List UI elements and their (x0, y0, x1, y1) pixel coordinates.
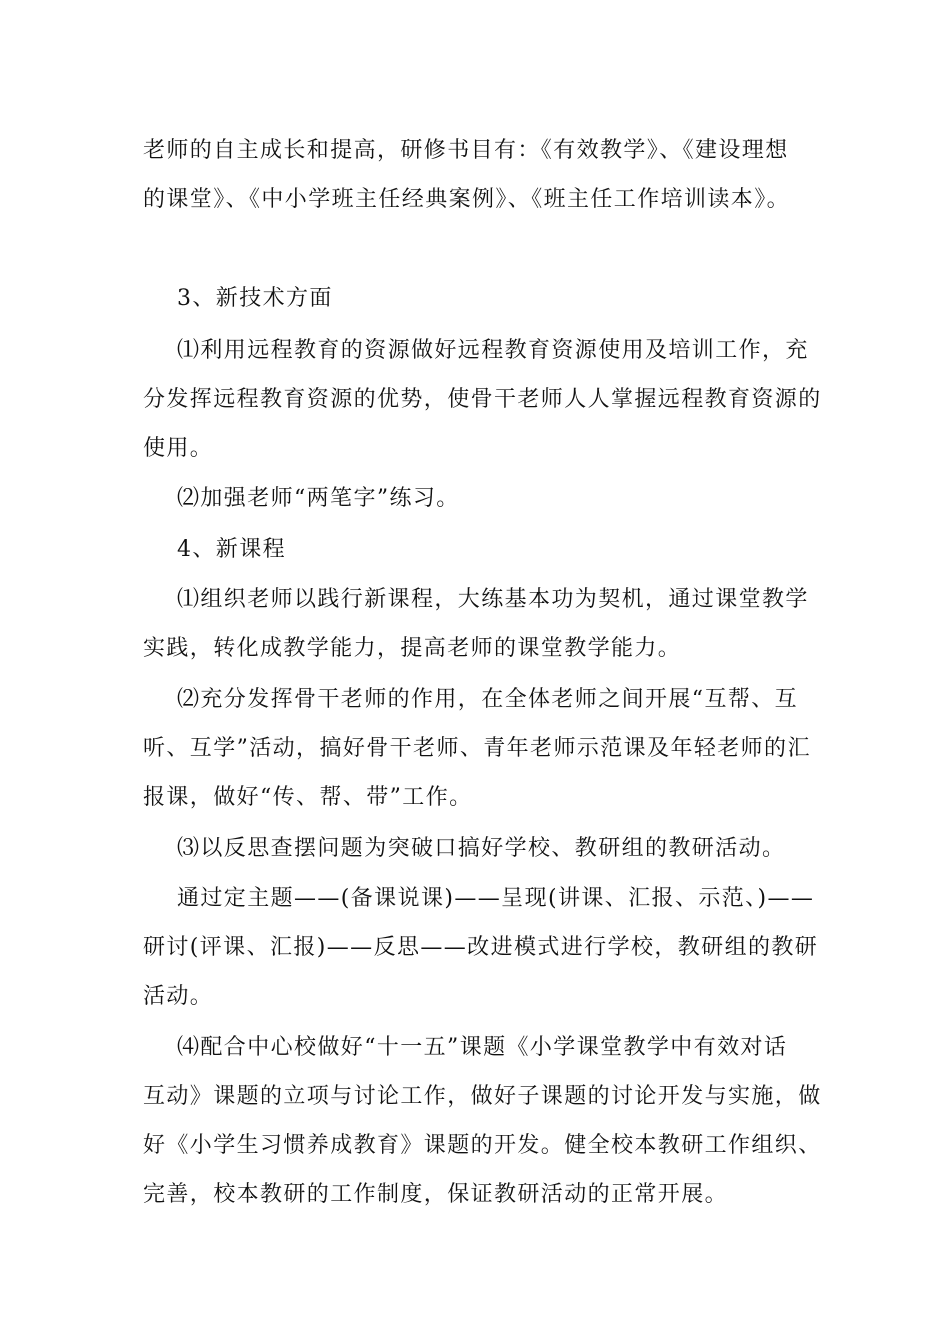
paragraph-line: 实践，转化成教学能力，提高老师的课堂教学能力。 (143, 636, 682, 661)
paragraph-line: 的课堂》、《中小学班主任经典案例》、《班主任工作培训读本》。 (143, 187, 791, 212)
paragraph-line: 报课，做好“传、帮、带”工作。 (143, 785, 473, 810)
section-heading: 3、新技术方面 (177, 286, 333, 311)
section-heading: 4、新课程 (177, 537, 286, 562)
paragraph-line: 互动》课题的立项与讨论工作，做好子课题的讨论开发与实施，做 (143, 1084, 822, 1109)
paragraph-line: ⑴组织老师以践行新课程，大练基本功为契机，通过课堂教学 (177, 587, 809, 612)
paragraph-line: ⑵加强老师“两笔字”练习。 (177, 486, 460, 511)
paragraph-line: 通过定主题——(备课说课)——呈现(讲课、汇报、示范、)—— (177, 886, 815, 911)
paragraph-line: 使用。 (143, 436, 214, 461)
paragraph-line: 研讨(评课、汇报)——反思——改进模式进行学校，教研组的教研 (143, 935, 819, 960)
paragraph-line: 完善，校本教研的工作制度，保证教研活动的正常开展。 (143, 1182, 729, 1207)
paragraph-line: 老师的自主成长和提高，研修书目有：《有效教学》、《建设理想 (143, 138, 789, 163)
paragraph-line: 听、互学”活动，搞好骨干老师、青年老师示范课及年轻老师的汇 (143, 736, 811, 761)
paragraph-line: ⑵充分发挥骨干老师的作用，在全体老师之间开展“互帮、互 (177, 687, 799, 712)
paragraph-line: 分发挥远程教育资源的优势，使骨干老师人人掌握远程教育资源的 (143, 387, 822, 412)
paragraph-line: 活动。 (143, 984, 214, 1009)
paragraph-line: ⑶以反思查摆问题为突破口搞好学校、教研组的教研活动。 (177, 836, 786, 861)
paragraph-line: 好《小学生习惯养成教育》课题的开发。健全校本教研工作组织、 (143, 1133, 822, 1158)
paragraph-line: ⑷配合中心校做好“十一五”课题《小学课堂教学中有效对话 (177, 1035, 788, 1060)
paragraph-line: ⑴利用远程教育的资源做好远程教育资源使用及培训工作，充 (177, 338, 809, 363)
